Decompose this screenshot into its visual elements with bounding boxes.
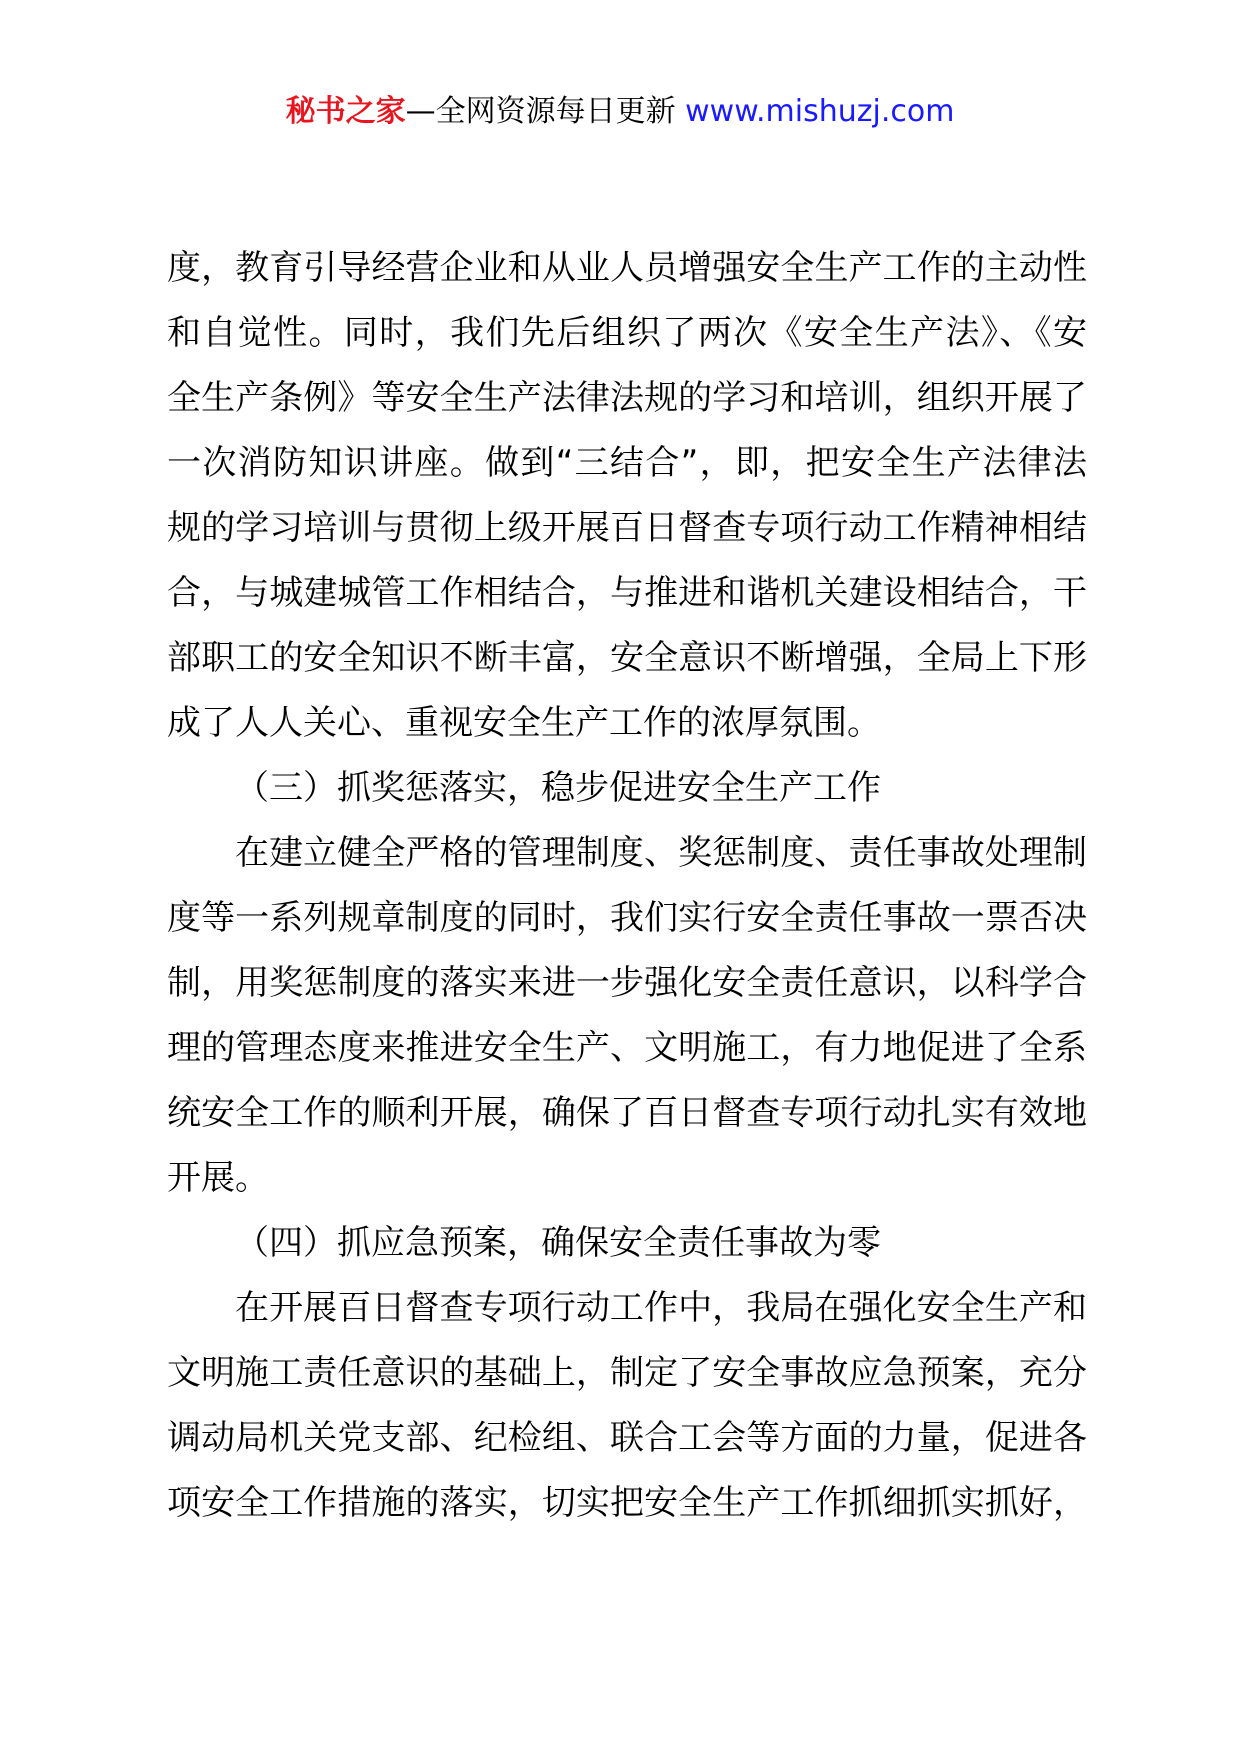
- body-line: 全生产条例》等安全生产法律法规的学习和培训，组织开展了: [167, 378, 1087, 418]
- body-line: 开展。: [167, 1158, 269, 1198]
- body-line: 项安全工作措施的落实，切实把安全生产工作抓细抓实抓好，: [167, 1483, 1087, 1523]
- page-header: [0, 92, 1240, 132]
- body-line: 成了人人关心、重视安全生产工作的浓厚氛围。: [167, 703, 881, 743]
- body-line: 统安全工作的顺利开展，确保了百日督查专项行动扎实有效地: [167, 1093, 1087, 1133]
- body-line: 制，用奖惩制度的落实来进一步强化安全责任意识，以科学合: [167, 963, 1087, 1003]
- body-line: 部职工的安全知识不断丰富，安全意识不断增强，全局上下形: [167, 638, 1087, 678]
- paragraph-first-line: 在开展百日督查专项行动工作中，我局在强化安全生产和: [235, 1288, 1087, 1328]
- body-line: 调动局机关党支部、纪检组、联合工会等方面的力量，促进各: [167, 1418, 1087, 1458]
- site-url-link[interactable]: www.mishuzj.com: [685, 94, 955, 129]
- paragraph-first-line: 在建立健全严格的管理制度、奖惩制度、责任事故处理制: [235, 833, 1087, 873]
- body-line: 理的管理态度来推进安全生产、文明施工，有力地促进了全系: [167, 1028, 1087, 1068]
- section-heading: （四）抓应急预案，确保安全责任事故为零: [235, 1223, 881, 1263]
- body-line: 合，与城建城管工作相结合，与推进和谐机关建设相结合，干: [167, 573, 1087, 613]
- body-line: 文明施工责任意识的基础上，制定了安全事故应急预案，充分: [167, 1353, 1087, 1393]
- header-tagline: —全网资源每日更新: [405, 94, 686, 129]
- body-line: 和自觉性。同时，我们先后组织了两次《安全生产法》、《安: [167, 313, 1087, 353]
- document-body: [167, 236, 1087, 1536]
- section-heading: （三）抓奖惩落实，稳步促进安全生产工作: [235, 768, 881, 808]
- body-line: 度，教育引导经营企业和从业人员增强安全生产工作的主动性: [167, 248, 1087, 288]
- brand-name: 秘书之家: [285, 94, 406, 129]
- body-line: 规的学习培训与贯彻上级开展百日督查专项行动工作精神相结: [167, 508, 1087, 548]
- body-line: 度等一系列规章制度的同时，我们实行安全责任事故一票否决: [167, 898, 1087, 938]
- body-line: 一次消防知识讲座。做到“三结合”，即，把安全生产法律法: [167, 443, 1087, 483]
